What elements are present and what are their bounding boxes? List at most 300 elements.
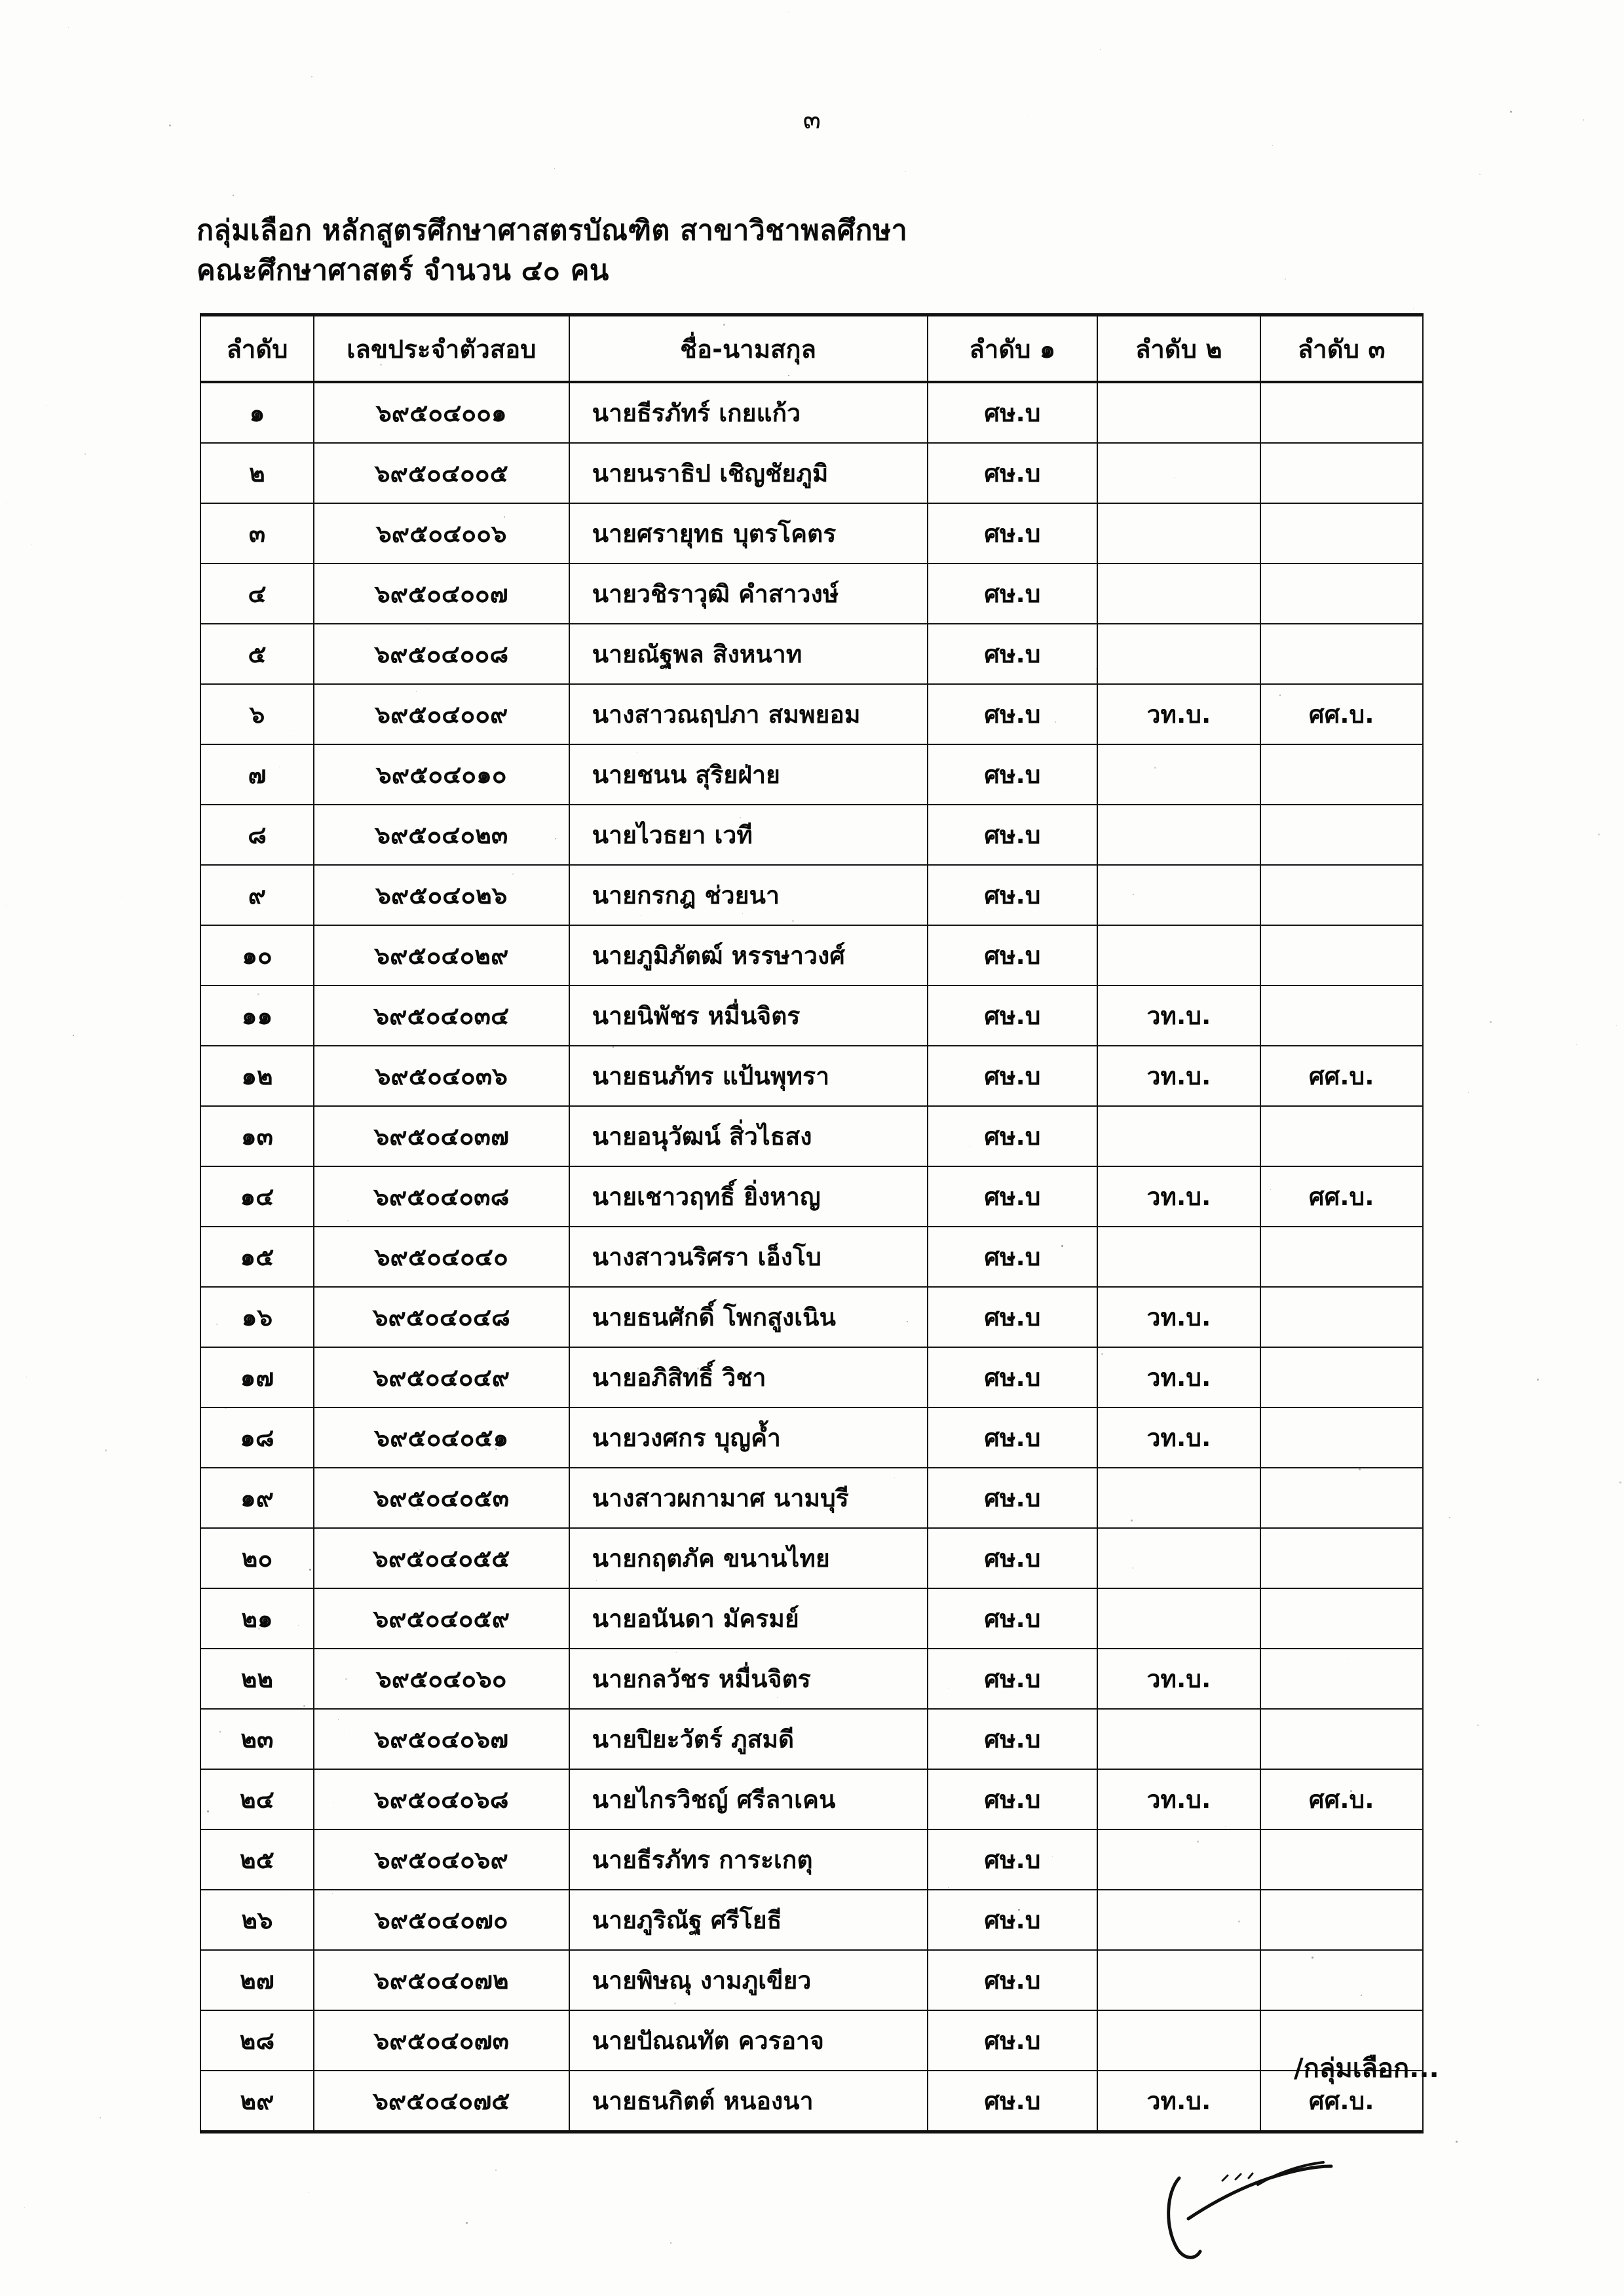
cell-name: นางสาวณฤปภา สมพยอม [569,684,928,744]
scan-artifact [419,1549,421,1551]
scan-artifact [740,817,741,818]
cell-choice-1: ศษ.บ [928,1407,1098,1468]
cell-name: นายเชาวฤทธิ์ ยิ่งหาญ [569,1166,928,1227]
scan-artifact [1101,1353,1103,1355]
cell-name: นายปัณณทัต ควรอาจ [569,2010,928,2071]
cell-exam-id: ๖๙๕๐๔๐๗๕ [314,2071,569,2132]
scan-artifact [1510,111,1512,113]
cell-exam-id: ๖๙๕๐๔๐๗๓ [314,2010,569,2071]
table-row [200,2071,1423,2132]
scan-artifact [788,375,789,376]
scan-artifact [417,1508,419,1510]
cell-name: นายอนันดา มัครมย์ [569,1588,928,1649]
cell-exam-id: ๖๙๕๐๔๐๓๖ [314,1046,569,1106]
scan-artifact [1061,1245,1063,1247]
cell-choice-2: วท.บ. [1097,684,1260,744]
cell-choice-3 [1260,1106,1423,1166]
scan-artifact [100,2117,101,2118]
cell-exam-id: ๖๙๕๐๔๐๑๐ [314,744,569,805]
cell-choice-3 [1260,1287,1423,1347]
table-row [200,1890,1423,1950]
scan-artifact [24,2207,25,2208]
cell-exam-id: ๖๙๕๐๔๐๐๘ [314,624,569,684]
scan-artifact [332,1893,333,1894]
cell-choice-2: วท.บ. [1097,1649,1260,1709]
cell-exam-id: ๖๙๕๐๔๐๕๙ [314,1588,569,1649]
cell-exam-id: ๖๙๕๐๔๐๖๐ [314,1649,569,1709]
scan-artifact [1311,1799,1312,1801]
scan-artifact [676,1652,677,1653]
applicant-table [200,313,1424,2133]
scan-artifact [1096,668,1098,670]
cell-choice-2: วท.บ. [1097,1287,1260,1347]
cell-choice-2 [1097,503,1260,564]
cell-choice-3 [1260,1407,1423,1468]
cell-name: นายธนกิตต์ หนองนา [569,2071,928,2132]
table-row [200,805,1423,865]
cell-name: นายภูมิภัตฒ์ หรรษาวงศ์ [569,925,928,985]
cell-choice-3 [1260,503,1423,564]
cell-order: ๑๑ [200,985,314,1046]
cell-order: ๒๒ [200,1649,314,1709]
cell-order: ๒๕ [200,1829,314,1890]
table-row [200,1166,1423,1227]
cell-exam-id: ๖๙๕๐๔๐๓๔ [314,985,569,1046]
scan-artifact [257,993,259,995]
cell-exam-id: ๖๙๕๐๔๐๕๓ [314,1468,569,1528]
scan-artifact [73,1035,74,1036]
cell-choice-1: ศษ.บ [928,1106,1098,1166]
scan-artifact [670,2242,671,2244]
cell-name: นายกฤตภัค ขนานไทย [569,1528,928,1588]
cell-choice-1: ศษ.บ [928,1769,1098,1829]
cell-choice-3 [1260,443,1423,503]
cell-choice-2: วท.บ. [1097,985,1260,1046]
cell-order: ๑๘ [200,1407,314,1468]
cell-choice-1: ศษ.บ [928,1347,1098,1407]
cell-choice-1: ศษ.บ [928,2010,1098,2071]
cell-choice-1: ศษ.บ [928,684,1098,744]
scan-artifact [466,2222,468,2224]
cell-choice-1: ศษ.บ [928,1468,1098,1528]
table-row [200,1046,1423,1106]
table-row [200,1347,1423,1407]
scan-artifact [85,453,86,455]
table-row [200,2010,1423,2071]
cell-choice-2: วท.บ. [1097,1166,1260,1227]
cell-order: ๑๗ [200,1347,314,1407]
cell-name: นายนิพัชร หมื่นจิตร [569,985,928,1046]
scan-artifact [1359,1468,1361,1470]
continuation-note: /กลุ่มเลือก... [1294,2054,1439,2084]
scan-artifact [948,1688,949,1689]
heading-program-line: กลุ่มเลือก หลักสูตรศึกษาศาสตรบัณฑิต สาขาวิชาพลศึกษา [197,214,908,247]
cell-name: นายธนศักดิ์ โพกสูงเนิน [569,1287,928,1347]
cell-order: ๒๑ [200,1588,314,1649]
cell-choice-3 [1260,985,1423,1046]
cell-exam-id: ๖๙๕๐๔๐๖๗ [314,1709,569,1769]
table-row [200,1649,1423,1709]
cell-order: ๓ [200,503,314,564]
cell-choice-3: ศศ.บ. [1260,2071,1423,2132]
scan-artifact [723,324,725,326]
cell-choice-3 [1260,925,1423,985]
cell-order: ๑๖ [200,1287,314,1347]
cell-order: ๑๔ [200,1166,314,1227]
column-header-full-name: ชื่อ-นามสกุล [569,315,928,383]
table-row [200,1588,1423,1649]
scan-artifact [1100,49,1101,50]
cell-choice-2 [1097,744,1260,805]
table-row [200,925,1423,985]
cell-choice-2: วท.บ. [1097,1347,1260,1407]
cell-name: นายวชิราวุฒิ คำสาวงษ์ [569,564,928,624]
scan-artifact [105,1449,107,1451]
cell-choice-3 [1260,1588,1423,1649]
scan-artifact [504,516,505,518]
cell-choice-2: วท.บ. [1097,2071,1260,2132]
column-header-choice-2: ลำดับ ๒ [1097,315,1260,383]
scan-artifact [1537,1379,1539,1381]
cell-choice-1: ศษ.บ [928,2071,1098,2132]
column-header-choice-3: ลำดับ ๓ [1260,315,1423,383]
scan-artifact [1285,278,1286,280]
cell-exam-id: ๖๙๕๐๔๐๐๖ [314,503,569,564]
scan-artifact [948,1887,949,1888]
cell-exam-id: ๖๙๕๐๔๐๒๓ [314,805,569,865]
scan-artifact [777,1208,778,1209]
table-row [200,1709,1423,1769]
cell-choice-3: ศศ.บ. [1260,1769,1423,1829]
cell-order: ๗ [200,744,314,805]
cell-name: นายไวธยา เวที [569,805,928,865]
cell-choice-3: ศศ.บ. [1260,1166,1423,1227]
cell-order: ๑๕ [200,1227,314,1287]
scan-artifact [1272,145,1273,146]
cell-exam-id: ๖๙๕๐๔๐๓๘ [314,1166,569,1227]
cell-choice-3 [1260,1829,1423,1890]
column-header-order: ลำดับ [200,315,314,383]
scan-artifact [303,1705,305,1707]
table-row [200,865,1423,925]
scan-artifact [1154,767,1156,769]
scan-artifact [1449,1517,1450,1518]
cell-choice-3 [1260,865,1423,925]
scan-artifact [1225,1826,1226,1827]
cell-order: ๒๖ [200,1890,314,1950]
cell-choice-1: ศษ.บ [928,1046,1098,1106]
cell-choice-3 [1260,1227,1423,1287]
scan-artifact [905,171,906,172]
cell-choice-3 [1260,1528,1423,1588]
table-row [200,1829,1423,1890]
scan-artifact [1133,894,1134,895]
cell-choice-1: ศษ.บ [928,624,1098,684]
scan-artifact [383,1797,384,1799]
cell-choice-2 [1097,1890,1260,1950]
scan-artifact [311,76,312,77]
cell-choice-2: วท.บ. [1097,1407,1260,1468]
cell-choice-1: ศษ.บ [928,744,1098,805]
cell-choice-2 [1097,805,1260,865]
scan-artifact [1312,1957,1313,1959]
table-row [200,1407,1423,1468]
scan-artifact [792,920,794,922]
scan-artifact [225,1407,227,1409]
scan-artifact [907,1321,908,1322]
scan-artifact [674,2002,676,2004]
cell-choice-2 [1097,1528,1260,1588]
cell-choice-2 [1097,865,1260,925]
scan-artifact [512,873,514,875]
cell-name: นายธีรภัทร การะเกตุ [569,1829,928,1890]
scan-artifact [428,629,429,630]
cell-choice-2 [1097,1950,1260,2010]
cell-name: นายกลวัชร หมื่นจิตร [569,1649,928,1709]
scan-artifact [646,1206,647,1207]
scan-artifact [697,1368,699,1369]
cell-choice-2 [1097,564,1260,624]
scan-artifact [1174,477,1175,478]
table-row [200,1528,1423,1588]
cell-order: ๑ [200,382,314,443]
scan-artifact [1616,1025,1617,1026]
cell-order: ๑๒ [200,1046,314,1106]
scan-artifact [1018,1909,1020,1911]
cell-choice-2 [1097,1106,1260,1166]
cell-choice-2 [1097,1588,1260,1649]
scan-artifact [1477,1725,1479,1726]
cell-order: ๘ [200,805,314,865]
cell-order: ๑๙ [200,1468,314,1528]
cell-choice-1: ศษ.บ [928,805,1098,865]
cell-exam-id: ๖๙๕๐๔๐๔๘ [314,1287,569,1347]
column-header-choice-1: ลำดับ ๑ [928,315,1098,383]
scan-artifact [596,1580,597,1581]
scan-artifact [777,1697,778,1698]
cell-exam-id: ๖๙๕๐๔๐๐๗ [314,564,569,624]
column-header-exam-id: เลขประจำตัวสอบ [314,315,569,383]
table-row [200,1227,1423,1287]
cell-exam-id: ๖๙๕๐๔๐๐๑ [314,382,569,443]
cell-name: นางสาวนริศรา เอ็งโบ [569,1227,928,1287]
scan-artifact [68,27,69,28]
cell-choice-1: ศษ.บ [928,1829,1098,1890]
cell-exam-id: ๖๙๕๐๔๐๗๐ [314,1890,569,1950]
cell-choice-2 [1097,2010,1260,2071]
cell-choice-3 [1260,624,1423,684]
handwritten-signature [1160,2156,1382,2274]
scan-artifact [1583,119,1584,121]
table-row [200,564,1423,624]
cell-choice-2: วท.บ. [1097,1046,1260,1106]
table-row [200,1468,1423,1528]
cell-order: ๒ [200,443,314,503]
scan-artifact [1619,1482,1621,1483]
scan-artifact [788,12,789,13]
table-row [200,744,1423,805]
table-row [200,985,1423,1046]
cell-exam-id: ๖๙๕๐๔๐๓๗ [314,1106,569,1166]
cell-name: นายกรกฎ ช่วยนา [569,865,928,925]
cell-choice-3 [1260,1950,1423,2010]
cell-exam-id: ๖๙๕๐๔๐๖๙ [314,1829,569,1890]
cell-exam-id: ๖๙๕๐๔๐๔๐ [314,1227,569,1287]
cell-name: นายนราธิป เชิญชัยภูมิ [569,443,928,503]
cell-choice-1: ศษ.บ [928,925,1098,985]
cell-choice-1: ศษ.บ [928,1649,1098,1709]
cell-choice-3 [1260,1649,1423,1709]
cell-name: นายธีรภัทร์ เกยแก้ว [569,382,928,443]
cell-name: นายชนน สุริยฝ่าย [569,744,928,805]
table-row [200,1106,1423,1166]
cell-choice-3: ศศ.บ. [1260,684,1423,744]
cell-exam-id: ๖๙๕๐๔๐๐๕ [314,443,569,503]
cell-choice-3 [1260,805,1423,865]
cell-exam-id: ๖๙๕๐๔๐๕๕ [314,1528,569,1588]
cell-choice-1: ศษ.บ [928,1588,1098,1649]
cell-choice-1: ศษ.บ [928,564,1098,624]
scan-artifact [1279,695,1281,696]
cell-name: นายณัฐพล สิงหนาท [569,624,928,684]
cell-order: ๒๓ [200,1709,314,1769]
cell-order: ๒๐ [200,1528,314,1588]
scan-artifact [816,533,817,534]
scan-artifact [495,2170,497,2171]
cell-choice-2 [1097,443,1260,503]
scan-artifact [761,223,763,225]
scan-artifact [1490,1021,1492,1023]
scan-artifact [1456,2141,1458,2143]
heading-faculty-line: คณะศึกษาศาสตร์ จำนวน ๔๐ คน [197,254,609,288]
table-row [200,1769,1423,1829]
scan-artifact [1479,174,1481,175]
cell-choice-1: ศษ.บ [928,1227,1098,1287]
cell-choice-3 [1260,1468,1423,1528]
scan-artifact [216,1324,217,1325]
cell-exam-id: ๖๙๕๐๔๐๒๖ [314,865,569,925]
cell-order: ๒๗ [200,1950,314,2010]
cell-choice-1: ศษ.บ [928,443,1098,503]
cell-choice-1: ศษ.บ [928,1287,1098,1347]
scan-artifact [1270,1189,1271,1190]
cell-exam-id: ๖๙๕๐๔๐๐๙ [314,684,569,744]
scan-artifact [1132,1567,1133,1569]
scan-artifact [495,1448,497,1450]
cell-name: นายอนุวัฒน์ สิ่วไธสง [569,1106,928,1166]
cell-order: ๕ [200,624,314,684]
cell-choice-2 [1097,1829,1260,1890]
cell-choice-3 [1260,382,1423,443]
cell-name: นายปิยะวัตร์ ภูสมดี [569,1709,928,1769]
scan-artifact [1361,1995,1362,1996]
table-row [200,382,1423,443]
cell-name: นายภูริณัฐ ศรีโยธี [569,1890,928,1950]
cell-order: ๔ [200,564,314,624]
scan-artifact [219,1731,221,1732]
scan-artifact [293,730,294,731]
cell-order: ๑๐ [200,925,314,985]
page-number: ๓ [803,105,821,135]
scan-artifact [764,1920,765,1921]
scan-artifact [1052,1856,1053,1857]
cell-choice-1: ศษ.บ [928,985,1098,1046]
cell-choice-2 [1097,624,1260,684]
cell-choice-3: ศศ.บ. [1260,1046,1423,1106]
cell-choice-3 [1260,1890,1423,1950]
cell-name: นายพิษณุ งามภูเขียว [569,1950,928,2010]
scan-artifact [1197,1841,1199,1843]
cell-choice-1: ศษ.บ [928,865,1098,925]
cell-choice-1: ศษ.บ [928,1528,1098,1588]
scan-artifact [233,195,234,196]
scan-artifact [1468,1092,1469,1093]
table-row [200,1287,1423,1347]
cell-choice-2 [1097,382,1260,443]
cell-choice-2 [1097,1227,1260,1287]
table-header-row [200,315,1423,383]
scan-artifact [1350,1790,1352,1792]
scan-artifact [894,1477,895,1478]
scan-artifact [1055,721,1056,723]
scan-artifact [207,1810,209,1812]
cell-exam-id: ๖๙๕๐๔๐๒๙ [314,925,569,985]
scan-artifact [1238,1921,1240,1923]
cell-choice-3 [1260,1709,1423,1769]
scan-artifact [742,913,743,914]
scan-artifact [380,364,382,366]
scan-artifact [309,1569,311,1571]
table-row [200,443,1423,503]
cell-name: นางสาวผกามาศ นามบุรี [569,1468,928,1528]
scan-artifact [1131,1520,1133,1521]
scan-artifact [250,2049,251,2050]
cell-order: ๑๓ [200,1106,314,1166]
table-row [200,624,1423,684]
scan-artifact [347,1220,349,1221]
cell-choice-3 [1260,744,1423,805]
cell-order: ๒๔ [200,1769,314,1829]
cell-exam-id: ๖๙๕๐๔๐๖๘ [314,1769,569,1829]
cell-choice-1: ศษ.บ [928,503,1098,564]
cell-name: นายไกรวิชญ์ ศรีลาเคน [569,1769,928,1829]
cell-choice-3 [1260,1347,1423,1407]
cell-exam-id: ๖๙๕๐๔๐๕๑ [314,1407,569,1468]
scan-artifact [613,1046,614,1048]
cell-name: นายธนภัทร แป้นพุทรา [569,1046,928,1106]
cell-order: ๖ [200,684,314,744]
scan-artifact [345,1678,347,1680]
cell-name: นายศรายุทธ บุตรโคตร [569,503,928,564]
document-heading [197,211,1441,291]
scan-artifact [258,1628,260,1630]
cell-exam-id: ๖๙๕๐๔๐๗๒ [314,1950,569,2010]
cell-choice-2 [1097,925,1260,985]
cell-choice-1: ศษ.บ [928,1890,1098,1950]
scan-artifact [298,1625,299,1626]
table-row [200,503,1423,564]
cell-choice-3 [1260,564,1423,624]
cell-name: นายวงศกร บุญค้ำ [569,1407,928,1468]
cell-order: ๙ [200,865,314,925]
cell-choice-1: ศษ.บ [928,1950,1098,2010]
cell-choice-1: ศษ.บ [928,382,1098,443]
scan-artifact [706,1851,707,1852]
cell-choice-1: ศษ.บ [928,1709,1098,1769]
cell-choice-2 [1097,1709,1260,1769]
table-row [200,684,1423,744]
scan-artifact [416,691,417,692]
